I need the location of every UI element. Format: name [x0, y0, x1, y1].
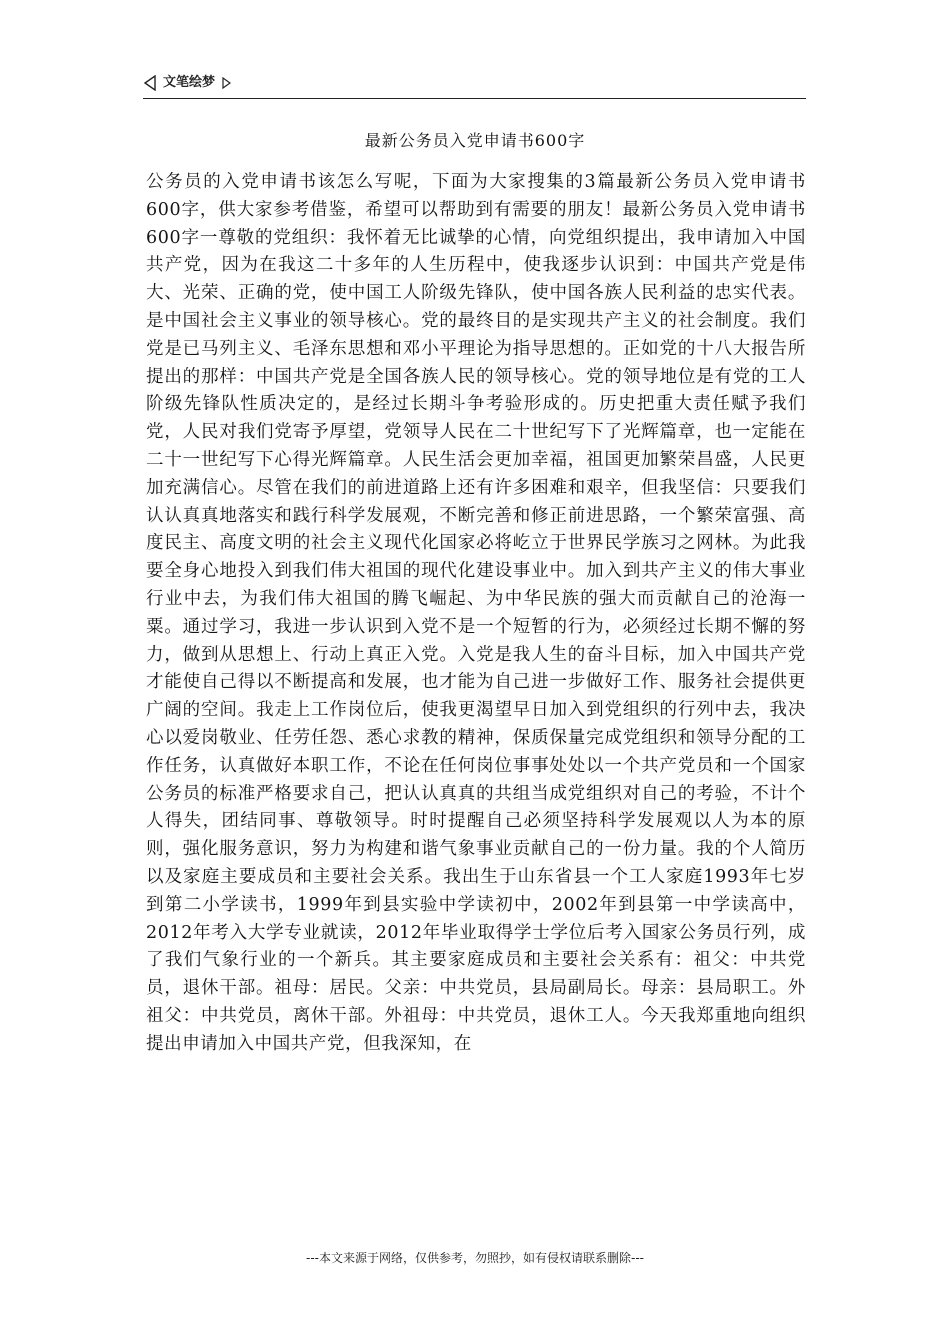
- brand: [143, 74, 806, 92]
- triangle-left-icon: [143, 75, 157, 91]
- page-header: [143, 74, 806, 99]
- document-body: 公务员的入党申请书该怎么写呢，下面为大家搜集的3篇最新公务员入党申请书600字，供大家参考借鉴，希望可以帮助到有需要的朋友！最新公务员入党申请书600字一尊敬的党组织：我怀着无比诚挚的心情，向党组织提出，我申请加入中国共产党，因为在我这二十多年的人生历程中，使我逐步认识到：中国共产党是伟大、光荣、正确的党，使中国工人阶级先锋队，使中国各族人民利益的忠实代表。是中国社会主义事业的领导核心。党的最终目的是实现共产主义的社会制度。我们党是已马列主义、毛泽东思想和邓小平理论为指导思想的。正如党的十八大报告所提出的那样：中国共产党是全国各族人民的领导核心。党的领导地位是有党的工人阶级先锋队性质决定的，是经过长期斗争考验形成的。历史把重大责任赋予我们党，人民对我们党寄予厚望，党领导人民在二十世纪写下了光辉篇章，也一定能在二十一世纪写下心得光辉篇章。人民生活会更加幸福，祖国更加繁荣昌盛，人民更加充满信心。尽管在我们的前进道路上还有许多困难和艰辛，但我坚信：只要我们认认真真地落实和践行科学发展观，不断完善和修正前进思路，一个繁荣富强、高度民主、高度文明的社会主义现代化国家必将屹立于世界民学族习之网林。为此我要全身心地投入到我们伟大祖国的现代化建设事业中。加入到共产主义的伟大事业行业中去，为我们伟大祖国的腾飞崛起、为中华民族的强大而贡献自己的沧海一粟。通过学习，我进一步认识到入党不是一个短暂的行为，必须经过长期不懈的努力，做到从思想上、行动上真正入党。入党是我人生的奋斗目标，加入中国共产党才能使自己得以不断提高和发展，也才能为自己进一步做好工作、服务社会提供更广阔的空间。我走上工作岗位后，使我更渴望早日加入到党组织的行列中去，我决心以爱岗敬业、任劳任怨、悉心求教的精神，保质保量完成党组织和领导分配的工作任务，认真做好本职工作，不论在任何岗位事事处处以一个共产党员和一个国家公务员的标准严格要求自己，把认认真真的共组当成党组织对自己的考验，不计个人得失，团结同事、尊敬领导。时时提醒自己必须坚持科学发展观以人为本的原则，强化服务意识，努力为构建和谐气象事业贡献自己的一份力量。我的个人简历以及家庭主要成员和主要社会关系。我出生于山东省县一个工人家庭1993年七岁到第二小学读书，1999年到县实验中学读初中，2002年到县第一中学读高中，2012年考入大学专业就读，2012年毕业取得学士学位后考入国家公务员行列，成了我们气象行业的一个新兵。其主要家庭成员和主要社会关系有：祖父：中共党员，退休干部。祖母：居民。父亲：中共党员，县局副局长。母亲：县局职工。外祖父：中共党员，离休干部。外祖母：中共党员，退休工人。今天我郑重地向组织提出申请加入中国共产党，但我深知，在: [146, 172, 806, 1054]
- footer-notice: ---本文来源于网络，仅供参考，勿照抄，如有侵权请联系删除---: [306, 1251, 644, 1265]
- document-title: 最新公务员入党申请书600字: [364, 131, 586, 150]
- triangle-right-icon: [221, 77, 231, 89]
- brand-text: 文笔绘梦: [163, 75, 216, 90]
